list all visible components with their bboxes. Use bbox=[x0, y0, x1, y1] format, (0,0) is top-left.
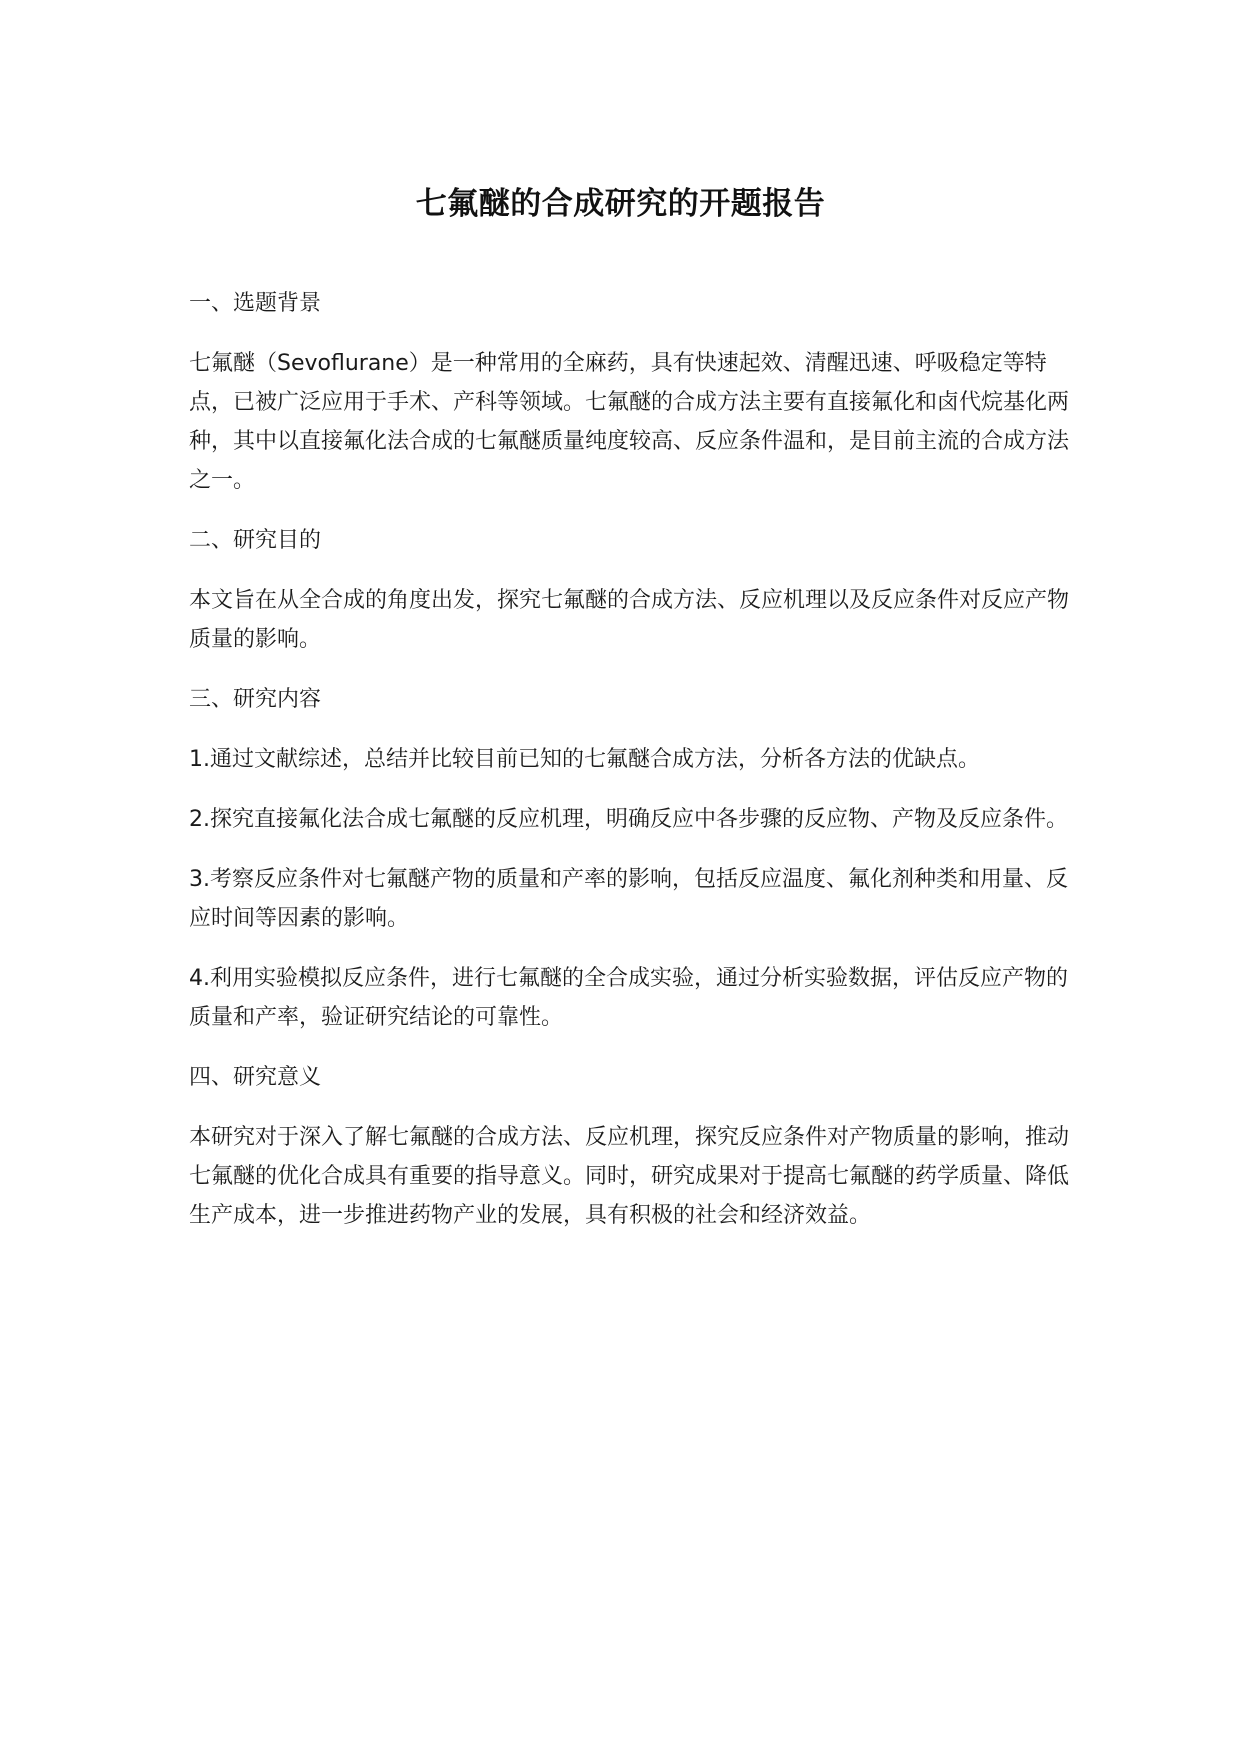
document-body bbox=[189, 284, 1089, 1256]
section-heading-significance: 四、研究意义 bbox=[189, 1065, 322, 1090]
section-heading-background: 一、选题背景 bbox=[189, 291, 322, 316]
list-item-content-2: 2.探究直接氟化法合成七氟醚的反应机理，明确反应中各步骤的反应物、产物及反应条件。 bbox=[189, 807, 1068, 832]
document-title: 七氟醚的合成研究的开题报告 bbox=[415, 186, 826, 222]
list-item-content-1: 1.通过文献综述，总结并比较目前已知的七氟醚合成方法，分析各方法的优缺点。 bbox=[189, 747, 980, 772]
paragraph-purpose: 本文旨在从全合成的角度出发，探究七氟醚的合成方法、反应机理以及反应条件对反应产物质量的影响。 bbox=[189, 588, 1070, 652]
list-item-content-4: 4.利用实验模拟反应条件，进行七氟醚的全合成实验，通过分析实验数据，评估反应产物的质量和产率，验证研究结论的可靠性。 bbox=[189, 966, 1068, 1030]
list-item-content-3: 3.考察反应条件对七氟醚产物的质量和产率的影响，包括反应温度、氟化剂种类和用量、反应时间等因素的影响。 bbox=[189, 867, 1068, 931]
section-heading-content: 三、研究内容 bbox=[189, 687, 322, 712]
paragraph-significance: 本研究对于深入了解七氟醚的合成方法、反应机理，探究反应条件对产物质量的影响，推动七氟醚的优化合成具有重要的指导意义。同时，研究成果对于提高七氟醚的药学质量、降低生产成本，进一步推进药物产业的发展，具有积极的社会和经济效益。 bbox=[189, 1125, 1070, 1228]
paragraph-background: 七氟醚（Sevoflurane）是一种常用的全麻药，具有快速起效、清醒迅速、呼吸稳定等特点，已被广泛应用于手术、产科等领域。七氟醚的合成方法主要有直接氟化和卤代烷基化两种，其中以直接氟化法合成的七氟醚质量纯度较高、反应条件温和，是目前主流的合成方法之一。 bbox=[189, 351, 1070, 493]
section-heading-purpose: 二、研究目的 bbox=[189, 528, 322, 553]
